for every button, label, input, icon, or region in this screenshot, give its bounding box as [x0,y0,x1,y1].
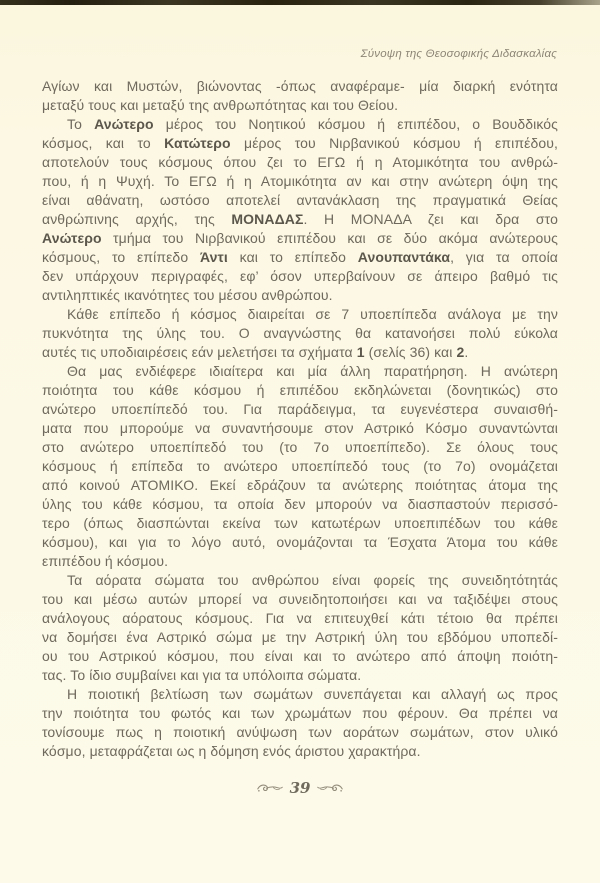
text-line: ανάλογους αόρατους κόσμους. Για να επιτευχθεί κάτι τέτοιο θα πρέπει [42,610,558,626]
text-line: Το Ανώτερο μέρος του Νοητικού κόσμου ή επιπέδου, ο Βουδδικός [67,116,558,132]
text-line: Η ποιοτική βελτίωση των σωμάτων συνεπάγεται και αλλαγή ως προς [67,686,558,702]
text-line: κόσμους, το επίπεδο Άντι και το επίπεδο Ανουπαντάκα, για τα οποία [42,249,558,265]
text-line: τας. Το ίδιο συμβαίνει και για τα υπόλοιπα σώματα. [42,667,362,683]
text-line: κόσμου), και για το λόγο αυτό, ονομάζονται τα Έσχατα Άτομα του κάθε [42,534,558,550]
text-line: ανθρώπινης αρχής, της ΜΟΝΑΔΑΣ. Η ΜΟΝΑΔΑ ζει και δρα στο [42,211,558,227]
text-line: ποιότητα του κάθε κόσμου ή επιπέδου εκδηλώνεται (δονητικώς) στο [42,382,558,398]
text-line: κόσμους ή επίπεδα το ανώτερο υποεπίπεδό τους (το 7ο) ονομάζεται [42,458,558,474]
text-line: αυτές τις υποδιαιρέσεις εάν μελετήσει τα σχήματα 1 (σελίς 36) και 2. [42,344,469,360]
text-line: πυκνότητα της ύλης του. Ο αναγνώστης θα κατανοήσει πολύ εύκολα [42,325,558,341]
text-line: να δομήσει ένα Αστρικό σώμα με την Αστρική ύλη του εβδόμου υποπεδί- [42,629,558,645]
text-line: κόσμο, μεταφράζεται ως η δόμηση ενός άριστου χαρακτήρα. [42,743,421,759]
paragraph [42,115,558,305]
text-line: που, ή η Ψυχή. Το ΕΓΩ ή η Ατομικότητα αν και στην ανώτερη όψη της [42,173,558,189]
text-line: ύλης του κάθε κόσμου, τα οποία δεν μπορούν να διασπαστούν περισσό- [42,496,558,512]
text-line: Τα αόρατα σώματα του ανθρώπου είναι φορείς της συνειδητότητάς [67,572,558,588]
paragraph [42,305,558,362]
text-block [42,77,558,761]
text-line: του και μέσω αυτών μπορεί να συνειδητοποιήσει και να ταξιδέψει στους [42,591,558,607]
bold-term: Άντι [199,249,228,265]
bold-term: 1 [356,344,365,360]
flourish-left-icon [256,782,283,794]
text-line: αποτελούν τους κόσμους όπου ζει το ΕΓΩ ή η Ατομικότητα του ανθρώ- [42,154,558,170]
paragraph [42,685,558,761]
text-line: Θα μας ενδιέφερε ιδιαίτερα και μία άλλη παρατήρηση. Η ανώτερη [67,363,558,379]
text-line: Αγίων και Μυστών, βιώνοντας -όπως αναφέραμε- μία διαρκή ενότητα [42,78,558,94]
running-header: Σύνοψη της Θεοσοφικής Διδασκαλίας [360,48,557,60]
scan-edge-top [0,0,600,5]
page-footer [0,779,600,797]
bold-term: ΜΟΝΑΔΑΣ [231,211,304,227]
bold-term: Κατώτερο [164,135,231,151]
text-line: Ανώτερο τμήμα του Νιρβανικού επιπέδου και σε δύο ακόμα ανώτερους [42,230,558,246]
page-number: 39 [289,779,311,797]
text-line: στο ανώτερο υποεπίπεδό του (το 7ο υποεπίπεδο). Σε όλους τους [42,439,558,455]
text-line: τερο (όπως διασπώνται εκείνα των κατωτέρων υποεπιπέδων του κάθε [42,515,558,531]
text-line: είναι αθάνατη, ωστόσο αποτελεί αντανάκλαση της πραγματικά Θείας [42,192,558,208]
text-line: ανώτερο υποεπίπεδό του. Για παράδειγμα, τα ευγενέστερα συναισθή- [42,401,558,417]
flourish-right-icon [317,782,344,794]
text-line: την ποιότητα του φωτός και των χρωμάτων που φέρουν. Θα πρέπει να [42,705,558,721]
bold-term: 2 [456,344,465,360]
text-line: ματα που μπορούμε να συναντήσουμε στον Αστρικό Κόσμο συναντώνται [42,420,558,436]
text-line: ου του Αστρικού κόσμου, που είναι και το ανώτερο από άποψη ποιότη- [42,648,558,664]
paragraph [42,362,558,571]
text-line: μεταξύ τους και μεταξύ της ανθρωπότητας και του Θείου. [42,97,399,113]
bold-term: Ανουπαντάκα [357,249,451,265]
text-line: δεν υπάρχουν περιγραφές, εφ’ όσον υπερβαίνουν σε άπειρο βαθμό τις [42,268,558,284]
text-line: από κοινού ΑΤΟΜΙΚΟ. Εκεί εδράζουν τα ανώτερης ποιότητας άτομα της [42,477,558,493]
text-line: κόσμος, και το Κατώτερο μέρος του Νιρβανικού κόσμου ή επιπέδου, [42,135,558,151]
bold-term: Ανώτερο [94,116,154,132]
text-line: Κάθε επίπεδο ή κόσμος διαιρείται σε 7 υποεπίπεδα ανάλογα με την [67,306,558,322]
paragraph [42,571,558,685]
text-line: επιπέδου ή κόσμου. [42,553,169,569]
text-line: τονίσουμε πως η ποιοτική ανύψωση των αοράτων σωμάτων, στον υλικό [42,724,558,740]
bold-term: Ανώτερο [42,230,102,246]
text-line: αντιληπτικές ικανότητες του μέσου ανθρώπου. [42,287,333,303]
paragraph [42,77,558,115]
